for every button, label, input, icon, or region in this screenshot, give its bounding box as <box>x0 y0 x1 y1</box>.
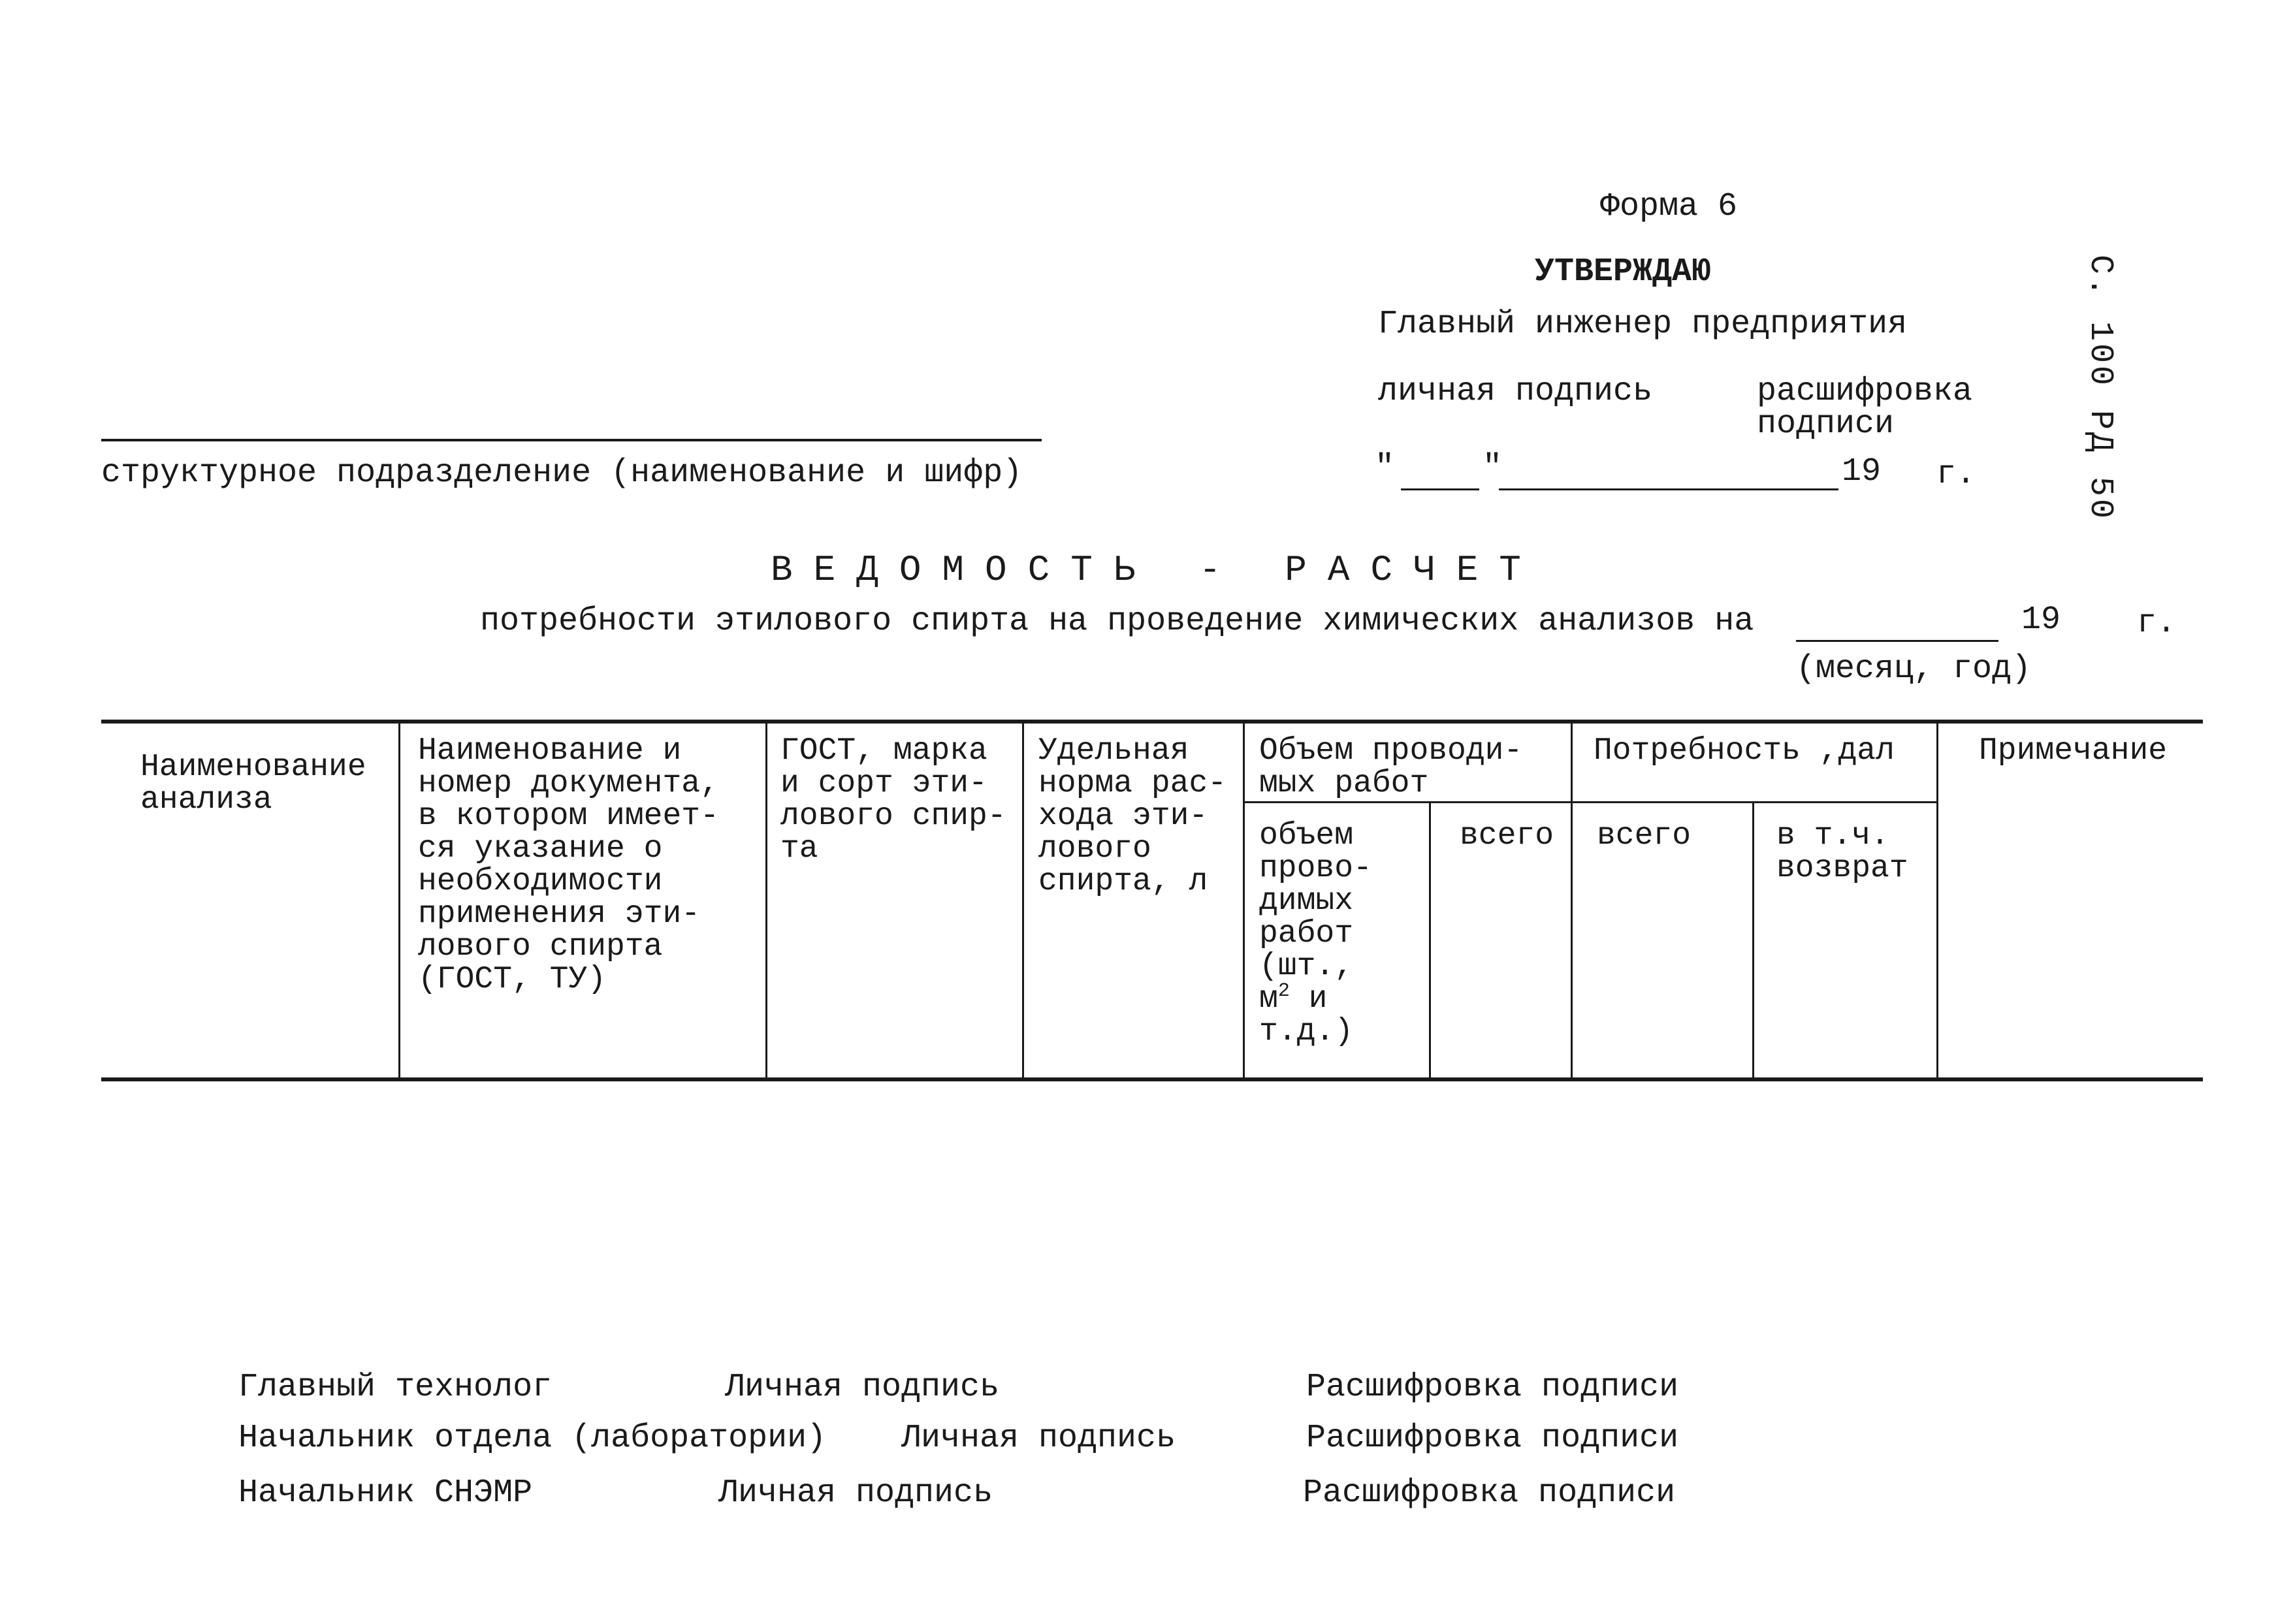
page-stamp: С. 100 РД 50 <box>2081 255 2119 522</box>
col-divider-5 <box>1429 803 1431 1079</box>
document-subtitle: потребности этилового спирта на проведение химических анализов на <box>480 603 1754 640</box>
col-work-volume-line: димых <box>1259 884 1354 919</box>
period-year-suffix: г. <box>2137 605 2177 642</box>
approver-position: Главный инженер предприятия <box>1378 306 1908 343</box>
col-divider-8 <box>1936 722 1938 1079</box>
col-work-volume-line: (шт., <box>1259 949 1354 984</box>
signature-decoding: Расшифровка подписи <box>1306 1420 1679 1457</box>
col-document-line: ся указание о <box>418 831 663 867</box>
col-work-volume <box>1259 820 1372 1048</box>
col-volume-total: всего <box>1460 818 1554 853</box>
col-requirement-return-line: возврат <box>1776 851 1908 886</box>
col-work-volume-line: т.д.) <box>1259 1014 1354 1049</box>
date-month-line <box>1499 488 1838 490</box>
unit-m: м <box>1259 981 1278 1017</box>
group-work-volume-line: Объем проводи- <box>1259 733 1523 769</box>
col-norm-line: спирта, л <box>1038 864 1208 899</box>
col-document-line: Наименование и <box>418 733 682 769</box>
group-requirement: Потребность ,дал <box>1594 733 1895 769</box>
col-requirement-return-line: в т.ч. <box>1776 818 1889 853</box>
col-analysis-name-line: анализа <box>140 782 272 818</box>
date-close-quote: " <box>1483 449 1503 486</box>
group-divider <box>1243 801 1936 803</box>
col-note: Примечание <box>1979 733 2168 769</box>
col-divider-6 <box>1571 722 1573 1079</box>
unit-exponent: 2 <box>1277 980 1290 1002</box>
approve-caption: УТВЕРЖДАЮ <box>1535 253 1712 291</box>
col-norm-line: лового <box>1038 831 1151 867</box>
table-bottom-border <box>101 1077 2203 1081</box>
col-gost-line: ГОСТ, марка <box>780 733 987 769</box>
period-year: 19 <box>2021 601 2061 639</box>
signature-position: Начальник отдела (лаборатории) <box>238 1420 827 1457</box>
col-gost-line: и сорт эти- <box>780 766 987 801</box>
col-gost <box>780 735 1006 865</box>
col-document-line: в котором имеет- <box>418 799 719 834</box>
col-document-line: лового спирта <box>418 929 663 964</box>
col-analysis-name <box>140 751 366 816</box>
signature-personal: Личная подпись <box>901 1420 1176 1457</box>
signature-decoding: Расшифровка подписи <box>1306 1369 1679 1406</box>
period-line <box>1796 640 1998 642</box>
col-divider-3 <box>1022 722 1024 1079</box>
col-gost-line: та <box>780 831 818 867</box>
col-work-volume-line: объем <box>1259 818 1354 853</box>
group-work-volume <box>1259 735 1522 800</box>
col-norm-line: Удельная <box>1038 733 1189 769</box>
col-divider-4 <box>1243 722 1245 1079</box>
signature-decoding-caption-2: подписи <box>1757 406 1895 443</box>
col-divider-1 <box>398 722 400 1079</box>
document-title: ВЕДОМОСТЬ - РАСЧЕТ <box>771 549 1542 591</box>
col-requirement-return <box>1776 820 1908 885</box>
period-caption: (месяц, год) <box>1796 650 2032 688</box>
col-document-line: (ГОСТ, ТУ) <box>418 962 607 997</box>
structural-unit-line <box>101 439 1042 441</box>
col-document <box>418 735 719 996</box>
col-divider-2 <box>765 722 767 1079</box>
approval-year: 19 <box>1842 453 1882 490</box>
col-requirement-total: всего <box>1597 818 1692 853</box>
signature-decoding-caption: расшифровка <box>1757 373 1973 410</box>
date-open-quote: " <box>1375 449 1395 486</box>
table-top-border <box>101 720 2203 724</box>
unit-and: и <box>1289 981 1328 1017</box>
col-gost-line: лового спир- <box>780 799 1006 834</box>
col-norm-line: хода эти- <box>1038 799 1208 834</box>
col-work-volume-line <box>1259 980 1372 1017</box>
signature-position: Начальник СНЭМР <box>238 1474 533 1512</box>
signature-decoding: Расшифровка подписи <box>1303 1474 1676 1512</box>
col-norm-line: норма рас- <box>1038 766 1227 801</box>
col-document-line: номер документа, <box>418 766 719 801</box>
signature-personal: Личная подпись <box>718 1474 993 1512</box>
col-document-line: необходимости <box>418 864 663 899</box>
signature-position: Главный технолог <box>238 1369 553 1406</box>
signature-personal: Личная подпись <box>725 1369 1000 1406</box>
form-label: Форма 6 <box>1600 188 1738 225</box>
col-analysis-name-line: Наименование <box>140 750 366 785</box>
structural-unit-caption: структурное подразделение (наименование и шифр) <box>101 454 1023 492</box>
col-norm <box>1038 735 1227 898</box>
col-document-line: применения эти- <box>418 897 701 932</box>
approval-year-suffix: г. <box>1936 456 1976 493</box>
col-divider-7 <box>1752 803 1754 1079</box>
group-work-volume-line: мых работ <box>1259 766 1429 801</box>
col-work-volume-line: прово- <box>1259 851 1372 886</box>
date-day-line <box>1401 488 1479 490</box>
col-work-volume-line: работ <box>1259 916 1354 951</box>
personal-signature-caption: личная подпись <box>1378 373 1653 410</box>
